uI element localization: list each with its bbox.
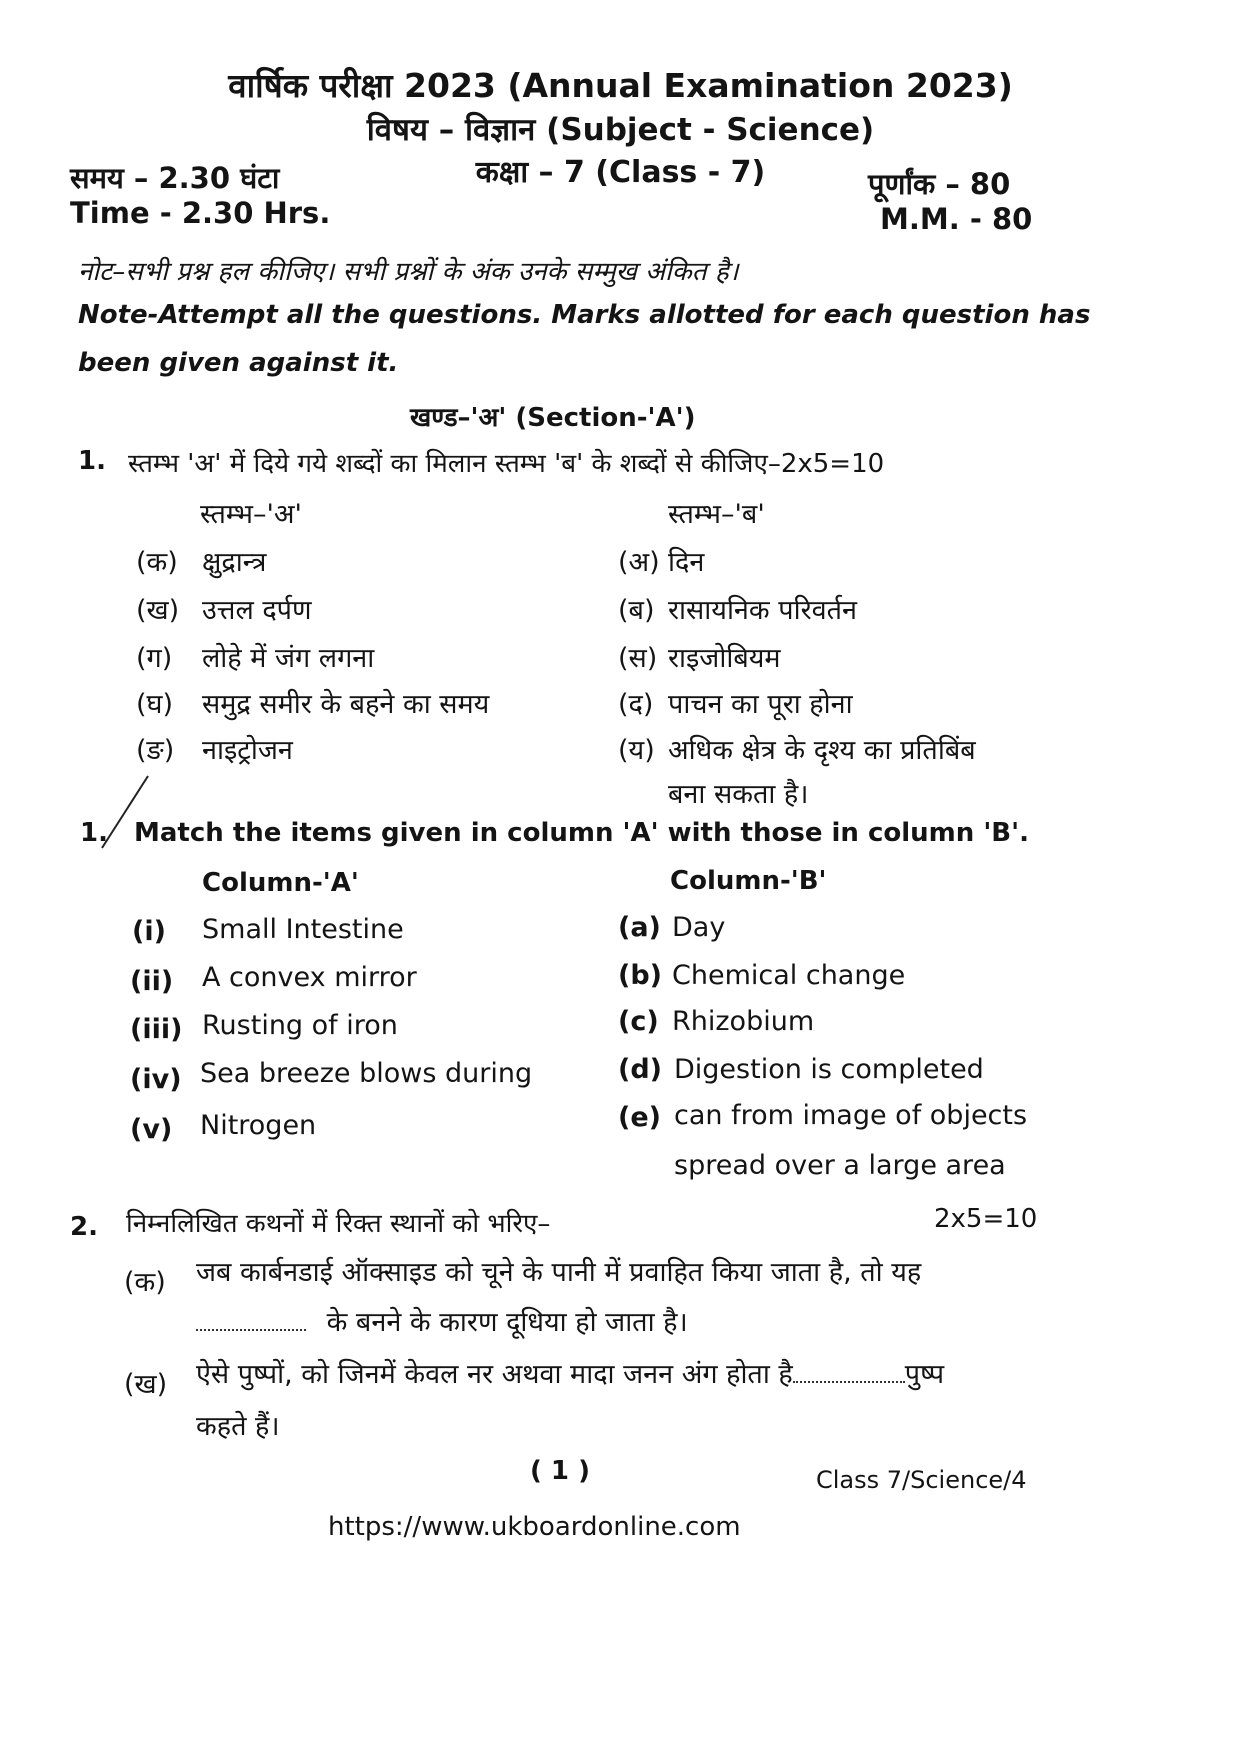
row-label-a: (i) xyxy=(132,916,166,947)
row-item-a: क्षुद्रान्त्र xyxy=(202,547,267,578)
q2a-line2-text: के बनने के कारण दूधिया हो जाता है। xyxy=(326,1307,688,1338)
row-item-b: Chemical change xyxy=(672,960,906,991)
note-english-line2: been given against it. xyxy=(78,348,399,378)
row-item-b: दिन xyxy=(668,547,705,578)
page-number: ( 1 ) xyxy=(530,1456,590,1486)
row-label-b: (अ) xyxy=(618,547,660,578)
row-item-b-continued: बना सकता है। xyxy=(668,779,809,810)
row-label-b: (ब) xyxy=(618,595,655,626)
time-hindi: समय – 2.30 घंटा xyxy=(70,161,280,195)
row-item-b: Digestion is completed xyxy=(674,1054,984,1085)
row-label-a: (iii) xyxy=(130,1014,183,1045)
q1-english-text: Match the items given in column 'A' with those in column 'B'. xyxy=(134,818,1029,848)
row-item-b: Rhizobium xyxy=(672,1006,815,1037)
column-b-english-heading: Column-'B' xyxy=(670,866,827,896)
q2-marks: 2x5=10 xyxy=(934,1204,1038,1234)
q1-english-number: 1. xyxy=(80,818,108,848)
q2b-line1-text: ऐसे पुष्पों, को जिनमें केवल नर अथवा मादा जनन अंग होता है xyxy=(196,1359,793,1390)
row-label-b: (द) xyxy=(618,689,654,720)
row-label-a: (क) xyxy=(136,547,178,578)
class-line: कक्षा – 7 (Class - 7) xyxy=(475,155,766,190)
row-label-a: (ख) xyxy=(136,595,180,626)
q2b-line2: कहते हैं। xyxy=(196,1411,280,1442)
subject-line: विषय – विज्ञान (Subject - Science) xyxy=(366,112,875,148)
row-item-a: समुद्र समीर के बहने का समय xyxy=(202,689,490,720)
row-item-a: Nitrogen xyxy=(200,1110,317,1141)
row-label-b: (a) xyxy=(618,912,661,943)
row-item-b-continued: spread over a large area xyxy=(674,1150,1006,1181)
note-english-line1: Note-Attempt all the questions. Marks allotted for each question has xyxy=(78,300,1091,330)
q2-text: निम्नलिखित कथनों में रिक्त स्थानों को भरिए– xyxy=(126,1209,551,1239)
row-label-a: (ii) xyxy=(130,966,174,997)
q2-number: 2. xyxy=(70,1212,98,1242)
column-b-hindi-heading: स्तम्भ–'ब' xyxy=(668,499,765,530)
source-url[interactable]: https://www.ukboardonline.com xyxy=(328,1512,741,1542)
row-item-a: Small Intestine xyxy=(202,914,404,945)
row-item-a: लोहे में जंग लगना xyxy=(202,643,375,674)
row-label-b: (d) xyxy=(618,1054,663,1085)
time-english: Time - 2.30 Hrs. xyxy=(70,196,331,230)
row-item-b: रासायनिक परिवर्तन xyxy=(668,595,857,626)
q2a-label: (क) xyxy=(124,1267,166,1298)
column-a-english-heading: Column-'A' xyxy=(202,868,359,898)
row-label-b: (e) xyxy=(618,1102,661,1133)
row-item-b: Day xyxy=(672,912,726,943)
row-label-b: (c) xyxy=(618,1006,659,1037)
row-label-b: (b) xyxy=(618,960,663,991)
note-hindi: नोट–सभी प्रश्न हल कीजिए। सभी प्रश्नों के अंक उनके सम्मुख अंकित है। xyxy=(78,257,739,287)
paper-code: Class 7/Science/4 xyxy=(816,1466,1027,1494)
row-item-b: अधिक क्षेत्र के दृश्य का प्रतिबिंब xyxy=(668,735,976,766)
fill-blank[interactable] xyxy=(793,1359,905,1383)
row-label-a: (ङ) xyxy=(136,735,175,766)
row-label-a: (iv) xyxy=(130,1064,182,1095)
q2b-line1 xyxy=(196,1354,944,1391)
row-label-a: (v) xyxy=(130,1114,173,1145)
q2b-line1-end: पुष्प xyxy=(904,1359,945,1390)
row-label-b: (य) xyxy=(618,735,655,766)
q1-hindi-text: स्तम्भ 'अ' में दिये गये शब्दों का मिलान स्तम्भ 'ब' के शब्दों से कीजिए–2x5=10 xyxy=(128,449,885,479)
row-item-a: Rusting of iron xyxy=(202,1010,398,1041)
fill-blank[interactable] xyxy=(196,1307,306,1331)
q2a-line1: जब कार्बनडाई ऑक्साइड को चूने के पानी में प्रवाहित किया जाता है, तो यह xyxy=(196,1257,922,1288)
row-label-a: (ग) xyxy=(136,643,173,674)
exam-title: वार्षिक परीक्षा 2023 (Annual Examination 2023) xyxy=(228,66,1013,105)
row-item-a: Sea breeze blows during xyxy=(200,1058,533,1089)
row-item-b: राइजोबियम xyxy=(668,643,781,674)
section-heading: खण्ड–'अ' (Section-'A') xyxy=(410,403,696,433)
row-label-a: (घ) xyxy=(136,689,174,720)
row-item-b: can from image of objects xyxy=(674,1100,1028,1131)
q2b-label: (ख) xyxy=(124,1369,168,1400)
q1-number: 1. xyxy=(78,446,106,476)
row-item-a: A convex mirror xyxy=(202,962,417,993)
row-label-b: (स) xyxy=(618,643,658,674)
column-a-hindi-heading: स्तम्भ–'अ' xyxy=(200,499,302,530)
marks-hindi: पूर्णांक – 80 xyxy=(868,167,1011,201)
marks-english: M.M. - 80 xyxy=(880,202,1033,236)
row-item-a: उत्तल दर्पण xyxy=(202,595,312,626)
q2a-line2 xyxy=(196,1302,688,1339)
row-item-a: नाइट्रोजन xyxy=(202,735,293,766)
row-item-b: पाचन का पूरा होना xyxy=(668,689,853,720)
